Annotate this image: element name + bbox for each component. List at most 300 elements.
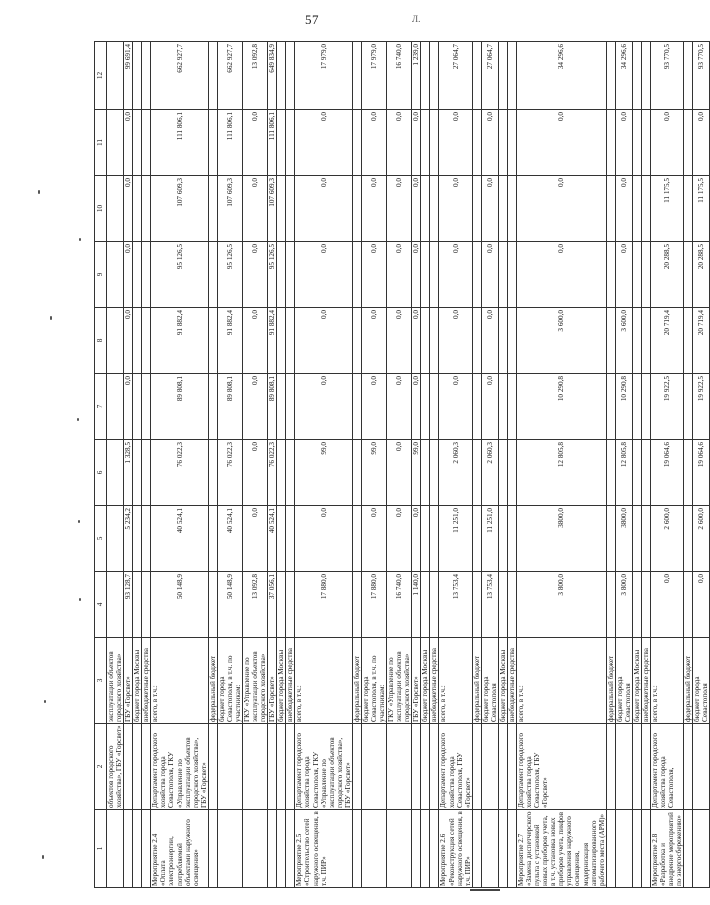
amount-cell [352, 506, 361, 572]
amount-cell [632, 42, 641, 110]
amount-cell [277, 440, 286, 506]
scan-speck [44, 700, 46, 703]
amount-cell: 89 808,1 [151, 374, 208, 440]
amount-cell [421, 176, 430, 242]
amount-cell [107, 506, 124, 572]
amount-cell: 0,0 [243, 110, 268, 176]
amount-cell: 99,0 [361, 440, 386, 506]
amount-cell: 3 800,0 [615, 572, 632, 638]
amount-cell: 34 296,6 [615, 42, 632, 110]
amount-cell [286, 374, 295, 440]
amount-cell: 0,0 [439, 374, 472, 440]
funding-source-cell: внебюджетные средства [641, 638, 650, 724]
amount-cell: 0,0 [387, 176, 412, 242]
amount-cell: 76 022,3 [268, 440, 277, 506]
amount-cell [277, 242, 286, 308]
amount-cell [472, 506, 481, 572]
table-row [295, 42, 352, 888]
amount-cell [208, 440, 217, 506]
amount-cell [472, 242, 481, 308]
amount-cell [472, 110, 481, 176]
amount-cell: 50 148,9 [217, 572, 242, 638]
table-row [277, 42, 286, 888]
measure-cell: Мероприятие 2.5 «Строительство сетей наружного освещения, в т.ч. ПИР» [295, 810, 352, 888]
measure-cell [693, 810, 710, 888]
amount-cell [421, 572, 430, 638]
executor-cell [217, 724, 242, 810]
amount-cell: 0,0 [243, 308, 268, 374]
amount-cell [142, 242, 151, 308]
amount-cell: 0,0 [693, 572, 710, 638]
amount-cell [606, 42, 615, 110]
amount-cell: 19 922,5 [651, 374, 684, 440]
table-row [693, 42, 710, 888]
column-header: 3 [95, 638, 107, 724]
column-header: 5 [95, 506, 107, 572]
table-row [507, 42, 516, 888]
amount-cell [507, 374, 516, 440]
amount-cell [286, 506, 295, 572]
amount-cell: 19 922,5 [693, 374, 710, 440]
amount-cell [641, 176, 650, 242]
table-row [124, 42, 133, 888]
amount-cell: 0,0 [439, 110, 472, 176]
amount-cell [277, 42, 286, 110]
amount-cell [286, 308, 295, 374]
amount-cell: 0,0 [295, 242, 352, 308]
amount-cell [421, 42, 430, 110]
amount-cell [498, 374, 507, 440]
table-row [684, 42, 693, 888]
amount-cell [641, 506, 650, 572]
table-row [632, 42, 641, 888]
amount-cell: 107 609,3 [268, 176, 277, 242]
amount-cell: 11 251,0 [481, 506, 498, 572]
amount-cell [606, 440, 615, 506]
funding-source-cell: бюджет города Севастополя [693, 638, 710, 724]
amount-cell: 0,0 [387, 242, 412, 308]
amount-cell: 0,0 [481, 242, 498, 308]
measure-cell [498, 810, 507, 888]
table-row [421, 42, 430, 888]
column-header: 11 [95, 110, 107, 176]
measure-cell [133, 810, 142, 888]
amount-cell [133, 42, 142, 110]
amount-cell [632, 176, 641, 242]
executor-cell [124, 724, 133, 810]
amount-cell [684, 308, 693, 374]
amount-cell [430, 572, 439, 638]
amount-cell: 0,0 [387, 308, 412, 374]
funding-source-cell: ГКУ «Управление по эксплуатации объектов городского хозяйства» [387, 638, 412, 724]
measure-cell [387, 810, 412, 888]
amount-cell: 0,0 [295, 110, 352, 176]
amount-cell: 76 022,3 [217, 440, 242, 506]
executor-cell [693, 724, 710, 810]
executor-cell [361, 724, 386, 810]
amount-cell [430, 110, 439, 176]
measure-cell [277, 810, 286, 888]
amount-cell: 13 092,8 [243, 572, 268, 638]
funding-source-cell: федеральный бюджет [472, 638, 481, 724]
amount-cell: 0,0 [615, 176, 632, 242]
executor-cell [430, 724, 439, 810]
column-header: 9 [95, 242, 107, 308]
amount-cell [352, 308, 361, 374]
executor-cell [472, 724, 481, 810]
amount-cell: 0,0 [412, 506, 421, 572]
amount-cell [606, 374, 615, 440]
amount-cell [208, 176, 217, 242]
funding-source-cell: всего, в т.ч.: [517, 638, 607, 724]
page-number: 57 [305, 12, 319, 27]
amount-cell [632, 506, 641, 572]
amount-cell [472, 42, 481, 110]
amount-cell: 0,0 [615, 242, 632, 308]
amount-cell: 0,0 [295, 506, 352, 572]
amount-cell [286, 176, 295, 242]
amount-cell: 1 328,5 [124, 440, 133, 506]
amount-cell [208, 42, 217, 110]
amount-cell: 0,0 [517, 110, 607, 176]
amount-cell: 40 524,1 [217, 506, 242, 572]
amount-cell: 0,0 [243, 440, 268, 506]
scan-speck [79, 598, 81, 601]
amount-cell [352, 176, 361, 242]
amount-cell: 0,0 [651, 572, 684, 638]
amount-cell [472, 440, 481, 506]
amount-cell [430, 176, 439, 242]
amount-cell: 99,0 [295, 440, 352, 506]
column-header: 12 [95, 42, 107, 110]
amount-cell: 89 808,1 [268, 374, 277, 440]
amount-cell: 11 175,5 [651, 176, 684, 242]
amount-cell [507, 572, 516, 638]
amount-cell [430, 374, 439, 440]
amount-cell: 3800,0 [615, 506, 632, 572]
amount-cell [606, 176, 615, 242]
funding-source-cell: внебюджетные средства [507, 638, 516, 724]
amount-cell [107, 572, 124, 638]
amount-cell: 0,0 [387, 440, 412, 506]
measure-cell [632, 810, 641, 888]
amount-cell: 27 064,7 [481, 42, 498, 110]
column-header: 1 [95, 810, 107, 888]
amount-cell: 37 056,1 [268, 572, 277, 638]
corner-mark: Л. [412, 14, 421, 24]
amount-cell [498, 176, 507, 242]
amount-cell: 76 022,3 [151, 440, 208, 506]
table-row [268, 42, 277, 888]
amount-cell [684, 440, 693, 506]
amount-cell: 3 600,0 [615, 308, 632, 374]
amount-cell: 662 927,7 [151, 42, 208, 110]
amount-cell [208, 308, 217, 374]
amount-cell [277, 308, 286, 374]
amount-cell: 0,0 [517, 176, 607, 242]
funding-source-cell: федеральный бюджет [684, 638, 693, 724]
executor-cell [498, 724, 507, 810]
amount-cell: 17 979,0 [361, 42, 386, 110]
funding-source-cell: всего, в т.ч.: [439, 638, 472, 724]
amount-cell [498, 506, 507, 572]
amount-cell [421, 440, 430, 506]
amount-cell: 0,0 [412, 374, 421, 440]
amount-cell: 1 239,0 [412, 42, 421, 110]
amount-cell [606, 110, 615, 176]
executor-cell [243, 724, 268, 810]
measure-cell [472, 810, 481, 888]
amount-cell [641, 374, 650, 440]
measure-cell [208, 810, 217, 888]
table-row [151, 42, 208, 888]
scan-speck [78, 520, 80, 523]
amount-cell [286, 42, 295, 110]
funding-source-cell: федеральный бюджет [606, 638, 615, 724]
amount-cell [286, 110, 295, 176]
table-row [387, 42, 412, 888]
amount-cell [107, 242, 124, 308]
amount-cell [133, 308, 142, 374]
amount-cell [421, 242, 430, 308]
amount-cell: 93 128,7 [124, 572, 133, 638]
amount-cell: 0,0 [481, 374, 498, 440]
scan-speck [79, 238, 81, 241]
amount-cell: 0,0 [387, 110, 412, 176]
amount-cell [421, 374, 430, 440]
amount-cell: 2 060,3 [439, 440, 472, 506]
executor-cell [481, 724, 498, 810]
amount-cell: 0,0 [481, 110, 498, 176]
funding-source-cell: ГБУ «Горсвет» [268, 638, 277, 724]
amount-cell [133, 440, 142, 506]
amount-cell: 0,0 [387, 374, 412, 440]
amount-cell [107, 440, 124, 506]
measure-cell [361, 810, 386, 888]
amount-cell [606, 506, 615, 572]
budget-table [94, 41, 710, 888]
funding-source-cell: бюджет города Москвы [133, 638, 142, 724]
amount-cell: 0,0 [439, 308, 472, 374]
amount-cell: 0,0 [243, 176, 268, 242]
amount-cell [352, 440, 361, 506]
executor-cell [208, 724, 217, 810]
scan-rule [470, 889, 500, 891]
amount-cell [277, 374, 286, 440]
executor-cell [641, 724, 650, 810]
amount-cell: 0,0 [517, 242, 607, 308]
executor-cell [142, 724, 151, 810]
amount-cell: 0,0 [124, 176, 133, 242]
amount-cell [142, 374, 151, 440]
amount-cell [632, 374, 641, 440]
amount-cell [472, 572, 481, 638]
budget-table-frame [94, 42, 710, 888]
amount-cell: 11 175,5 [693, 176, 710, 242]
executor-cell [277, 724, 286, 810]
amount-cell: 11 251,0 [439, 506, 472, 572]
funding-source-cell: ГБУ «Горсвет» [124, 638, 133, 724]
amount-cell: 0,0 [412, 176, 421, 242]
table-row [286, 42, 295, 888]
amount-cell: 1 140,0 [412, 572, 421, 638]
amount-cell [507, 308, 516, 374]
funding-source-cell: бюджет города Москвы [498, 638, 507, 724]
funding-source-cell: всего, в т.ч.: [651, 638, 684, 724]
measure-cell [507, 810, 516, 888]
budget-table-rotated [94, 42, 710, 888]
amount-cell [277, 506, 286, 572]
amount-cell [142, 42, 151, 110]
amount-cell [498, 440, 507, 506]
executor-cell: Департамент городского хозяйства города Севастополя, ГБУ «Горсвет» [517, 724, 607, 810]
table-row [107, 42, 124, 888]
amount-cell [352, 42, 361, 110]
table-row [352, 42, 361, 888]
amount-cell [498, 242, 507, 308]
amount-cell: 0,0 [361, 374, 386, 440]
amount-cell: 2 060,3 [481, 440, 498, 506]
funding-source-cell: бюджет города Москвы [277, 638, 286, 724]
executor-cell [632, 724, 641, 810]
measure-cell [268, 810, 277, 888]
amount-cell: 13 092,8 [243, 42, 268, 110]
amount-cell [430, 242, 439, 308]
amount-cell: 0,0 [295, 176, 352, 242]
table-row [615, 42, 632, 888]
amount-cell [632, 440, 641, 506]
amount-cell [142, 110, 151, 176]
column-header: 4 [95, 572, 107, 638]
funding-source-cell: бюджет города Севастополя [615, 638, 632, 724]
amount-cell: 3 800,0 [517, 572, 607, 638]
amount-cell: 0,0 [361, 506, 386, 572]
amount-cell: 91 882,4 [217, 308, 242, 374]
funding-source-cell: внебюджетные средства [142, 638, 151, 724]
table-row [606, 42, 615, 888]
amount-cell [430, 308, 439, 374]
funding-source-cell: всего, в т.ч.: [151, 638, 208, 724]
funding-source-cell: бюджет города Москвы [632, 638, 641, 724]
amount-cell [286, 440, 295, 506]
amount-cell: 20 288,5 [693, 242, 710, 308]
executor-cell: объектов городского хозяйства», ГБУ «Горсвет» [107, 725, 124, 808]
amount-cell [684, 506, 693, 572]
table-body [107, 42, 710, 888]
amount-cell [507, 176, 516, 242]
amount-cell: 0,0 [295, 374, 352, 440]
amount-cell [142, 572, 151, 638]
table-row [133, 42, 142, 888]
amount-cell [632, 308, 641, 374]
amount-cell [472, 176, 481, 242]
amount-cell: 91 882,4 [268, 308, 277, 374]
amount-cell: 40 524,1 [268, 506, 277, 572]
amount-cell: 27 064,7 [439, 42, 472, 110]
amount-cell: 0,0 [412, 308, 421, 374]
amount-cell: 2 600,0 [693, 506, 710, 572]
amount-cell: 10 290,8 [615, 374, 632, 440]
amount-cell: 93 770,5 [651, 42, 684, 110]
amount-cell [421, 308, 430, 374]
measure-cell [107, 810, 124, 888]
measure-cell [684, 810, 693, 888]
amount-cell [286, 572, 295, 638]
executor-cell [684, 724, 693, 810]
funding-source-cell: федеральный бюджет [208, 638, 217, 724]
amount-cell [472, 308, 481, 374]
amount-cell [421, 110, 430, 176]
measure-cell [142, 810, 151, 888]
amount-cell [507, 506, 516, 572]
amount-cell [277, 110, 286, 176]
amount-cell [472, 374, 481, 440]
scan-speck [38, 190, 40, 194]
table-row [217, 42, 242, 888]
amount-cell [507, 242, 516, 308]
amount-cell: 0,0 [124, 374, 133, 440]
amount-cell: 0,0 [361, 242, 386, 308]
executor-cell [606, 724, 615, 810]
measure-cell [124, 810, 133, 888]
funding-source-cell: внебюджетные средства [286, 638, 295, 724]
table-row [412, 42, 421, 888]
amount-cell: 0,0 [387, 506, 412, 572]
amount-cell: 19 064,6 [651, 440, 684, 506]
funding-source-cell: ГКУ «Управление по эксплуатации объектов городского хозяйства» [243, 638, 268, 724]
amount-cell [107, 374, 124, 440]
table-row [439, 42, 472, 888]
executor-cell [412, 724, 421, 810]
table-row [517, 42, 607, 888]
measure-cell [615, 810, 632, 888]
amount-cell [507, 42, 516, 110]
amount-cell: 95 126,5 [151, 242, 208, 308]
amount-cell: 0,0 [361, 308, 386, 374]
amount-cell [208, 242, 217, 308]
table-row [142, 42, 151, 888]
amount-cell: 111 806,1 [217, 110, 242, 176]
amount-cell [606, 242, 615, 308]
measure-cell: Мероприятие 2.8 «Разработка и внедрение мероприятий по энергосбережению» [651, 810, 684, 888]
measure-cell [606, 810, 615, 888]
column-header: 7 [95, 374, 107, 440]
table-row [481, 42, 498, 888]
amount-cell: 0,0 [439, 176, 472, 242]
scan-speck [50, 316, 52, 320]
amount-cell [632, 110, 641, 176]
amount-cell [208, 572, 217, 638]
amount-cell [498, 572, 507, 638]
scan-speck [42, 855, 44, 859]
amount-cell [684, 176, 693, 242]
funding-source-cell: бюджет города Севастополя, в т.ч. по участникам: [361, 638, 386, 724]
amount-cell: 0,0 [295, 308, 352, 374]
executor-cell [507, 724, 516, 810]
amount-cell: 19 064,6 [693, 440, 710, 506]
amount-cell [632, 242, 641, 308]
amount-cell [352, 110, 361, 176]
amount-cell: 0,0 [693, 110, 710, 176]
amount-cell: 17 880,0 [361, 572, 386, 638]
amount-cell: 95 126,5 [268, 242, 277, 308]
amount-cell [641, 440, 650, 506]
amount-cell [208, 374, 217, 440]
table-row [361, 42, 386, 888]
measure-cell [352, 810, 361, 888]
amount-cell [107, 176, 124, 242]
amount-cell [133, 572, 142, 638]
